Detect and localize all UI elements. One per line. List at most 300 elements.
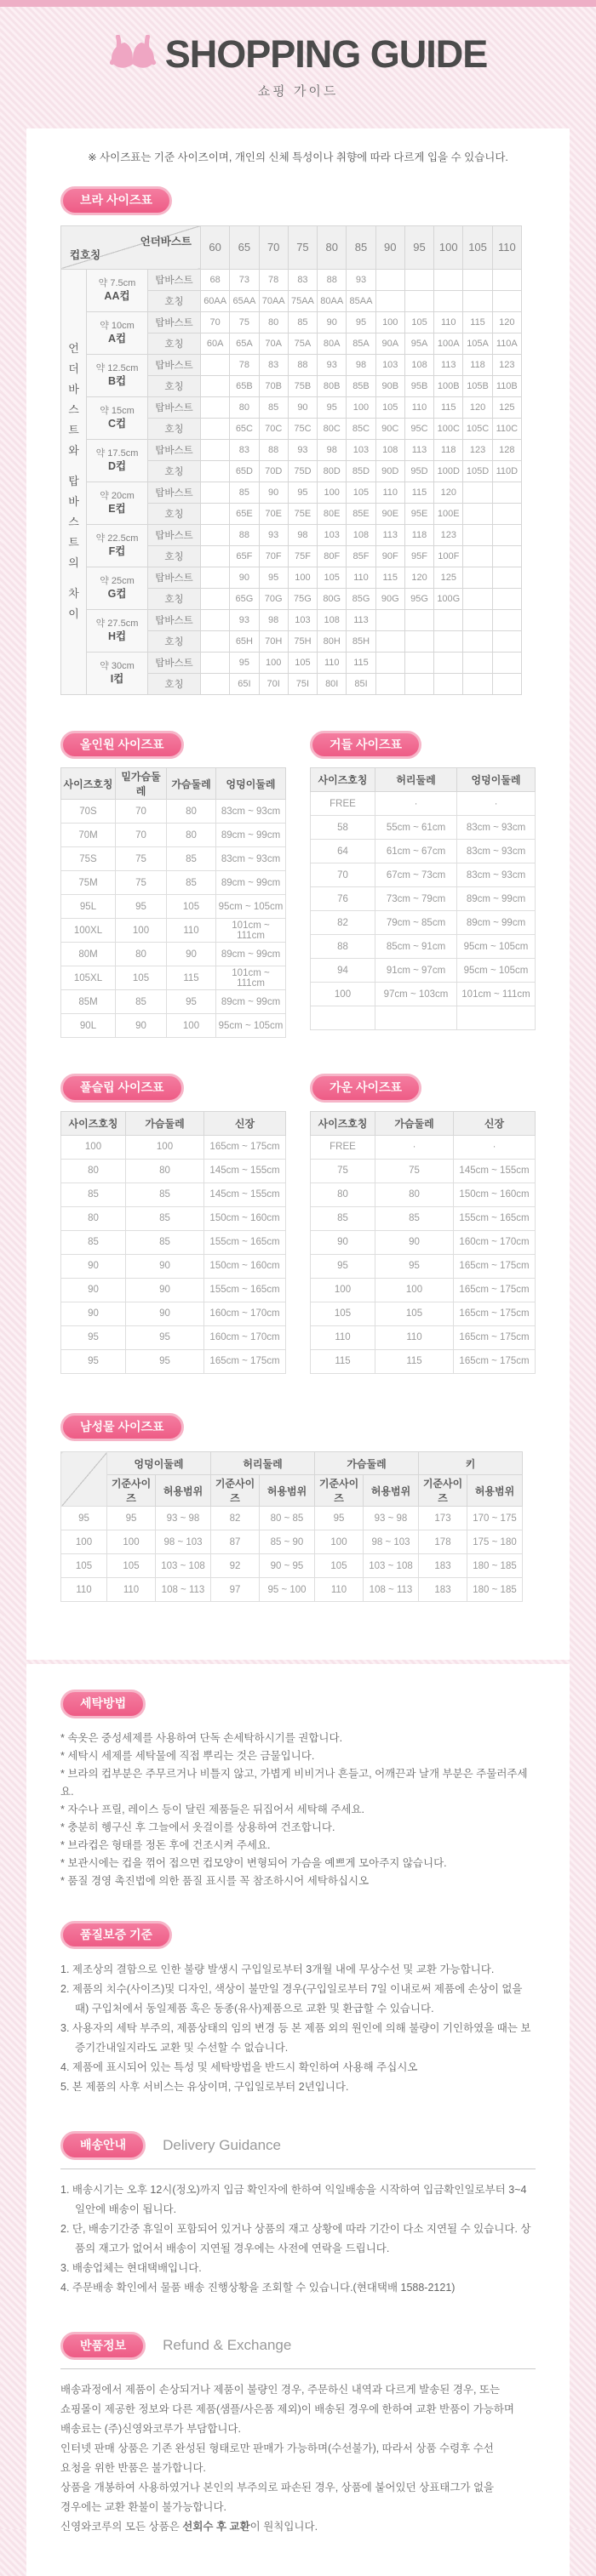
table-row	[311, 1159, 536, 1183]
table-row	[61, 895, 286, 919]
cell: 105	[311, 1302, 375, 1325]
column-subheader: 허용범위	[260, 1475, 315, 1507]
size-name-value: 95C	[404, 418, 433, 439]
cell: 89cm ~ 99cm	[457, 911, 536, 935]
topbust-value	[492, 482, 521, 503]
quality-item: 4. 제품에 표시되어 있는 특성 및 세탁방법을 반드시 확인하여 사용해 주십시오	[60, 2061, 418, 2073]
cup-offset-label: 약 12.5cm	[95, 363, 139, 373]
cell: 165cm ~ 175cm	[204, 1349, 286, 1373]
cell: 95L	[61, 895, 116, 919]
bra-topbust-row	[61, 396, 522, 418]
cell: 85	[126, 1206, 204, 1230]
size-name-value	[463, 290, 492, 311]
size-name-value	[463, 503, 492, 524]
topbust-value: 98	[259, 609, 288, 630]
topbust-value: 103	[375, 354, 404, 375]
size-name-value: 100E	[434, 503, 463, 524]
table-row	[61, 1254, 286, 1278]
table-row	[311, 911, 536, 935]
cup-label-cell	[87, 482, 148, 524]
size-name-value: 65F	[230, 545, 259, 567]
table-row	[311, 792, 536, 816]
topbust-value: 123	[434, 524, 463, 545]
size-name-value: 85F	[347, 545, 375, 567]
topbust-value: 103	[288, 609, 317, 630]
delivery-item: 1. 배송시기는 오후 12시(정오)까지 입금 확인자에 한하여 익일배송을 시작하여 입금확인일로부터 3~4일안에 배송이 됩니다.	[60, 2183, 527, 2215]
size-name-value: 80G	[318, 588, 347, 609]
topbust-value: 105	[318, 567, 347, 588]
cell: 83cm ~ 93cm	[216, 800, 286, 824]
table-row	[61, 966, 286, 990]
size-name-value: 70B	[259, 375, 288, 396]
side-label-char: 스	[68, 516, 79, 528]
topbust-value	[434, 609, 463, 630]
size-name-value: 85E	[347, 503, 375, 524]
size-name-value: 90B	[375, 375, 404, 396]
size-name-value: 80A	[318, 333, 347, 354]
topbust-value: 80	[259, 311, 288, 333]
size-name-value	[404, 630, 433, 652]
topbust-value: 95	[347, 311, 375, 333]
size-name-value: 75D	[288, 460, 317, 482]
topbust-value	[201, 396, 230, 418]
cell: 105	[107, 1554, 156, 1578]
refund-line: 쇼핑몰이 제공한 정보와 다른 제품(샘플/사은품 제외)이 배송된 경우에 한하여 교환 반품이 가능하며	[60, 2403, 515, 2415]
fullslip-size-table	[60, 1111, 286, 1374]
topbust-value: 85	[230, 482, 259, 503]
cup-label-cell	[87, 311, 148, 354]
size-name-value: 65C	[230, 418, 259, 439]
quality-item: 3. 사용자의 세탁 부주의, 제품상태의 임의 변경 등 본 제품 외의 원인에 의해 불량이 기인하였을 때는 보증기간내일지라도 교환 및 수선할 수 없습니다.	[60, 2022, 531, 2054]
cell: 85	[126, 1230, 204, 1254]
size-name-value: 75B	[288, 375, 317, 396]
topbust-value	[201, 652, 230, 673]
size-name-value	[404, 290, 433, 311]
topbust-value: 110	[318, 652, 347, 673]
table-row	[61, 919, 286, 943]
topbust-value: 100	[259, 652, 288, 673]
cell: FREE	[311, 792, 375, 816]
cell: 95	[126, 1349, 204, 1373]
cup-name-label: B컵	[107, 375, 127, 387]
cell: 83cm ~ 93cm	[457, 840, 536, 863]
size-name-value: 95E	[404, 503, 433, 524]
measure-group-header: 가슴둘레	[315, 1452, 419, 1475]
bra-header-row	[61, 225, 522, 269]
cell: 85	[61, 1230, 126, 1254]
topbust-row-header: 탑바스트	[148, 652, 201, 673]
cell: 97cm ~ 103cm	[375, 983, 457, 1006]
quality-item: 5. 본 제품의 사후 서비스는 유상이며, 구입일로부터 2년입니다.	[60, 2081, 349, 2093]
column-header: 가슴둘레	[375, 1111, 454, 1135]
cell: 170 ~ 175	[467, 1507, 523, 1530]
column-header: 사이즈호칭	[61, 768, 116, 800]
size-name-value	[434, 290, 463, 311]
cell	[457, 1006, 536, 1030]
size-name-value: 95D	[404, 460, 433, 482]
size-name-value: 95B	[404, 375, 433, 396]
cell: 101cm ~ 111cm	[216, 966, 286, 990]
topbust-row-header: 탑바스트	[148, 311, 201, 333]
cell: 70	[116, 800, 167, 824]
cell: 150cm ~ 160cm	[204, 1254, 286, 1278]
size-name-value: 65AA	[230, 290, 259, 311]
cell: 165cm ~ 175cm	[454, 1302, 536, 1325]
cell: ·	[375, 1135, 454, 1159]
cell: 165cm ~ 175cm	[204, 1135, 286, 1159]
size-name-value: 70H	[259, 630, 288, 652]
topbust-row-header: 탑바스트	[148, 269, 201, 290]
cell: 105	[116, 966, 167, 990]
topbust-value: 90	[288, 396, 317, 418]
cell: 94	[311, 959, 375, 983]
underbust-corner-label: 언더바스트	[140, 235, 192, 248]
topbust-value: 108	[347, 524, 375, 545]
cell: 150cm ~ 160cm	[204, 1206, 286, 1230]
washing-items	[60, 1730, 536, 1890]
size-name-value: 70E	[259, 503, 288, 524]
cell: ·	[375, 792, 457, 816]
cell: 75	[116, 871, 167, 895]
size-name-value: 80D	[318, 460, 347, 482]
cell: 98 ~ 103	[156, 1530, 211, 1554]
underbust-size-header: 85	[347, 225, 375, 269]
cell: 80	[375, 1183, 454, 1206]
cell: 95	[315, 1507, 364, 1530]
size-name-value: 80AA	[318, 290, 347, 311]
cell: 90 ~ 95	[260, 1554, 315, 1578]
topbust-value: 118	[434, 439, 463, 460]
cell: 73cm ~ 79cm	[375, 887, 457, 911]
quality-item: 2. 제품의 치수(사이즈)및 디자인, 색상이 불만일 경우(구입일로부터 7일 이내로써 제품에 손상이 없을 때) 구입처에서 동일제품 혹은 동종(유사)제품으로 교환 및 환급할 수 있습니다.	[60, 1983, 523, 2015]
size-name-value	[201, 588, 230, 609]
size-name-value: 105D	[463, 460, 492, 482]
column-header: 엉덩이둘레	[216, 768, 286, 800]
allinone-girdle-row	[60, 731, 536, 1039]
cell: 85M	[61, 990, 116, 1014]
cell: 95cm ~ 105cm	[457, 959, 536, 983]
topbust-value: 105	[347, 482, 375, 503]
table-row	[311, 1206, 536, 1230]
cell: 145cm ~ 155cm	[204, 1159, 286, 1183]
cell: 80 ~ 85	[260, 1507, 315, 1530]
delivery-item: 4. 주문배송 확인에서 물품 배송 진행상황을 조회할 수 있습니다.(현대택배 1588-2121)	[60, 2281, 456, 2294]
cell: 90L	[61, 1014, 116, 1038]
size-name-value: 90D	[375, 460, 404, 482]
cup-name-label: A컵	[107, 333, 127, 345]
bra-topbust-row	[61, 567, 522, 588]
cell: 103 ~ 108	[364, 1554, 419, 1578]
topbust-value: 113	[434, 354, 463, 375]
cell: 95	[116, 895, 167, 919]
size-name-value	[201, 375, 230, 396]
size-name-value: 85C	[347, 418, 375, 439]
size-name-value	[201, 673, 230, 694]
topbust-value: 105	[404, 311, 433, 333]
cup-offset-label: 약 22.5cm	[95, 533, 139, 544]
underbust-size-header: 95	[404, 225, 433, 269]
cell: 160cm ~ 170cm	[204, 1302, 286, 1325]
column-header: 가슴둘레	[126, 1111, 204, 1135]
cell: 95	[375, 1254, 454, 1278]
cell: 165cm ~ 175cm	[454, 1254, 536, 1278]
name-row-header: 호칭	[148, 503, 201, 524]
topbust-value: 93	[347, 269, 375, 290]
cell: 180 ~ 185	[467, 1578, 523, 1602]
table-row	[61, 1507, 523, 1530]
table-row	[311, 935, 536, 959]
name-row-header: 호칭	[148, 333, 201, 354]
topbust-value	[201, 439, 230, 460]
column-subheader: 허용범위	[467, 1475, 523, 1507]
cell: 178	[419, 1530, 467, 1554]
column-subheader: 기준사이즈	[315, 1475, 364, 1507]
column-subheader: 기준사이즈	[107, 1475, 156, 1507]
refund-final-pre: 신영와코루의 모든 상품은	[60, 2521, 183, 2533]
name-row-header: 호칭	[148, 418, 201, 439]
refund-line: 배송료는 (주)신영와코루가 부담합니다.	[60, 2423, 241, 2435]
cup-name-label: F컵	[108, 545, 126, 557]
size-name-value	[463, 545, 492, 567]
bra-size-table	[60, 225, 522, 695]
size-name-value: 95G	[404, 588, 433, 609]
cup-label-cell	[87, 609, 148, 652]
cell: 70S	[61, 800, 116, 824]
size-name-value	[492, 290, 521, 311]
cell: 82	[311, 911, 375, 935]
size-name-value: 100C	[434, 418, 463, 439]
topbust-value: 120	[463, 396, 492, 418]
table-row	[61, 1014, 286, 1038]
cell: 110	[375, 1325, 454, 1349]
table-row	[311, 1278, 536, 1302]
topbust-value: 75	[230, 311, 259, 333]
cell: 85	[167, 847, 216, 871]
cell: 100	[107, 1530, 156, 1554]
underbust-size-header: 100	[434, 225, 463, 269]
cell	[311, 1006, 375, 1030]
measure-group-header: 엉덩이둘레	[107, 1452, 211, 1475]
table-row	[311, 1349, 536, 1373]
topbust-value	[201, 354, 230, 375]
table-row	[61, 1530, 523, 1554]
name-row-header: 호칭	[148, 673, 201, 694]
cell: 85	[61, 1183, 126, 1206]
size-name-value: 70F	[259, 545, 288, 567]
cell: 91cm ~ 97cm	[375, 959, 457, 983]
topbust-value: 100	[347, 396, 375, 418]
topbust-value	[201, 524, 230, 545]
washing-item: * 보관시에는 컵을 꺾어 접으면 컵모양이 변형되어 가슴을 예쁘게 모아주지 않습니다.	[60, 1856, 447, 1869]
cell: 180 ~ 185	[467, 1554, 523, 1578]
topbust-value: 115	[434, 396, 463, 418]
cell: 93 ~ 98	[156, 1507, 211, 1530]
underbust-size-header: 105	[463, 225, 492, 269]
topbust-value: 100	[375, 311, 404, 333]
topbust-value: 100	[318, 482, 347, 503]
page-title: SHOPPING GUIDE	[164, 32, 488, 76]
underbust-size-header: 65	[230, 225, 259, 269]
topbust-value: 115	[404, 482, 433, 503]
cell: 105	[61, 1554, 107, 1578]
size-name-value: 85AA	[347, 290, 375, 311]
table-row	[311, 887, 536, 911]
size-name-value: 85B	[347, 375, 375, 396]
header-row	[61, 768, 286, 800]
bra-topbust-row	[61, 609, 522, 630]
table-row	[61, 800, 286, 824]
underbust-size-header: 60	[201, 225, 230, 269]
cell: 101cm ~ 111cm	[457, 983, 536, 1006]
cup-offset-label: 약 27.5cm	[95, 618, 139, 629]
side-label-char: 바	[68, 383, 79, 396]
cell: 67cm ~ 73cm	[375, 863, 457, 887]
topbust-value: 103	[347, 439, 375, 460]
refund-line: 경우에는 교환 환불이 불가능합니다.	[60, 2501, 227, 2513]
table-row	[311, 1006, 536, 1030]
cell: 95	[61, 1349, 126, 1373]
topbust-value: 78	[230, 354, 259, 375]
refund-final-line	[60, 2517, 536, 2537]
size-name-value: 100D	[434, 460, 463, 482]
size-name-value: 65A	[230, 333, 259, 354]
column-header: 사이즈호칭	[311, 1111, 375, 1135]
refund-line: 배송과정에서 제품이 손상되거나 제품이 불량인 경우, 주문하신 내역과 다르게 발송된 경우, 또는	[60, 2384, 501, 2396]
topbust-value: 95	[230, 652, 259, 673]
cell: 90	[311, 1230, 375, 1254]
refund-line: 요청을 위한 반품은 불가합니다.	[60, 2462, 206, 2474]
topbust-value: 108	[375, 439, 404, 460]
header-row	[311, 1111, 536, 1135]
size-name-value: 85H	[347, 630, 375, 652]
topbust-value: 120	[434, 482, 463, 503]
cell: 90	[61, 1302, 126, 1325]
table-row	[311, 1325, 536, 1349]
topbust-value: 98	[288, 524, 317, 545]
cell: 110	[315, 1578, 364, 1602]
cell: 75M	[61, 871, 116, 895]
size-name-value: 110C	[492, 418, 521, 439]
badge-mens-size-table: 남성물 사이즈표	[60, 1413, 184, 1442]
size-name-value: 85A	[347, 333, 375, 354]
cell: 89cm ~ 99cm	[216, 990, 286, 1014]
topbust-value	[375, 609, 404, 630]
size-name-value: 105C	[463, 418, 492, 439]
page-subtitle: 쇼핑 가이드	[257, 84, 339, 99]
cell: 95cm ~ 105cm	[457, 935, 536, 959]
refund-line: 인터넷 판매 상품은 기존 완성된 형태로만 판매가 가능하며(수선불가), 따라서 상품 수령후 수선	[60, 2442, 494, 2454]
gown-column	[310, 1074, 536, 1374]
cell: 80	[61, 1159, 126, 1183]
refund-lines	[60, 2380, 536, 2537]
washing-section	[60, 1690, 536, 1890]
topbust-value: 95	[318, 396, 347, 418]
topbust-value: 90	[318, 311, 347, 333]
size-name-value	[201, 545, 230, 567]
column-subheader: 허용범위	[156, 1475, 211, 1507]
cell: 55cm ~ 61cm	[375, 816, 457, 840]
cell: 183	[419, 1554, 467, 1578]
size-name-value: 80H	[318, 630, 347, 652]
cell: 90	[61, 1254, 126, 1278]
cell: 165cm ~ 175cm	[454, 1325, 536, 1349]
size-name-value: 105B	[463, 375, 492, 396]
cell: 110	[167, 919, 216, 943]
topbust-value	[404, 652, 433, 673]
topbust-value: 100	[288, 567, 317, 588]
topbust-value: 118	[463, 354, 492, 375]
size-name-value	[201, 503, 230, 524]
column-header: 사이즈호칭	[61, 1111, 126, 1135]
topbust-row-header: 탑바스트	[148, 482, 201, 503]
size-name-value: 100B	[434, 375, 463, 396]
quality-items	[60, 1960, 536, 2097]
name-row-header: 호칭	[148, 588, 201, 609]
size-name-value	[492, 588, 521, 609]
cell: 89cm ~ 99cm	[457, 887, 536, 911]
cup-offset-label: 약 30cm	[100, 661, 135, 671]
bra-topbust-row	[61, 652, 522, 673]
washing-item: * 충분히 헹구신 후 그늘에서 옷걸이를 상용하여 건조합니다.	[60, 1821, 335, 1833]
topbust-value: 115	[347, 652, 375, 673]
washing-item: * 품질 경영 촉진법에 의한 품질 표시를 꼭 참조하시어 세탁하십시오	[60, 1874, 370, 1887]
cell: 58	[311, 816, 375, 840]
cell: 75	[311, 1159, 375, 1183]
header-row	[311, 768, 536, 792]
topbust-value	[463, 567, 492, 588]
size-name-value	[375, 290, 404, 311]
girdle-column	[310, 731, 536, 1039]
cell: 175 ~ 180	[467, 1530, 523, 1554]
cup-name-label: D컵	[107, 460, 127, 472]
cell: 90	[61, 1278, 126, 1302]
cell: 83cm ~ 93cm	[457, 863, 536, 887]
topbust-value: 73	[230, 269, 259, 290]
size-name-value: 70AA	[259, 290, 288, 311]
topbust-row-header: 탑바스트	[148, 396, 201, 418]
topbust-value	[375, 269, 404, 290]
cell: ·	[454, 1135, 536, 1159]
badge-refund: 반품정보	[60, 2332, 146, 2361]
size-name-value: 60AA	[201, 290, 230, 311]
cell: 85	[116, 990, 167, 1014]
table-row	[61, 871, 286, 895]
topbust-value: 90	[230, 567, 259, 588]
cell	[375, 1006, 457, 1030]
cell: 115	[375, 1349, 454, 1373]
topbust-value: 88	[318, 269, 347, 290]
bra-topbust-row	[61, 354, 522, 375]
topbust-value: 70	[201, 311, 230, 333]
cell: 90	[126, 1278, 204, 1302]
topbust-value	[434, 269, 463, 290]
size-name-value	[492, 545, 521, 567]
cell: 103 ~ 108	[156, 1554, 211, 1578]
name-row-header: 호칭	[148, 460, 201, 482]
cup-offset-label: 약 17.5cm	[95, 448, 139, 459]
cell: 80	[116, 943, 167, 966]
mens-section	[60, 1413, 536, 1603]
table-row	[61, 1183, 286, 1206]
topbust-value: 88	[259, 439, 288, 460]
size-name-value: 95A	[404, 333, 433, 354]
topbust-value: 120	[492, 311, 521, 333]
topbust-value: 85	[259, 396, 288, 418]
cell: 75	[116, 847, 167, 871]
underbust-size-header: 90	[375, 225, 404, 269]
side-label-char: 차	[68, 587, 79, 600]
size-name-value: 90A	[375, 333, 404, 354]
